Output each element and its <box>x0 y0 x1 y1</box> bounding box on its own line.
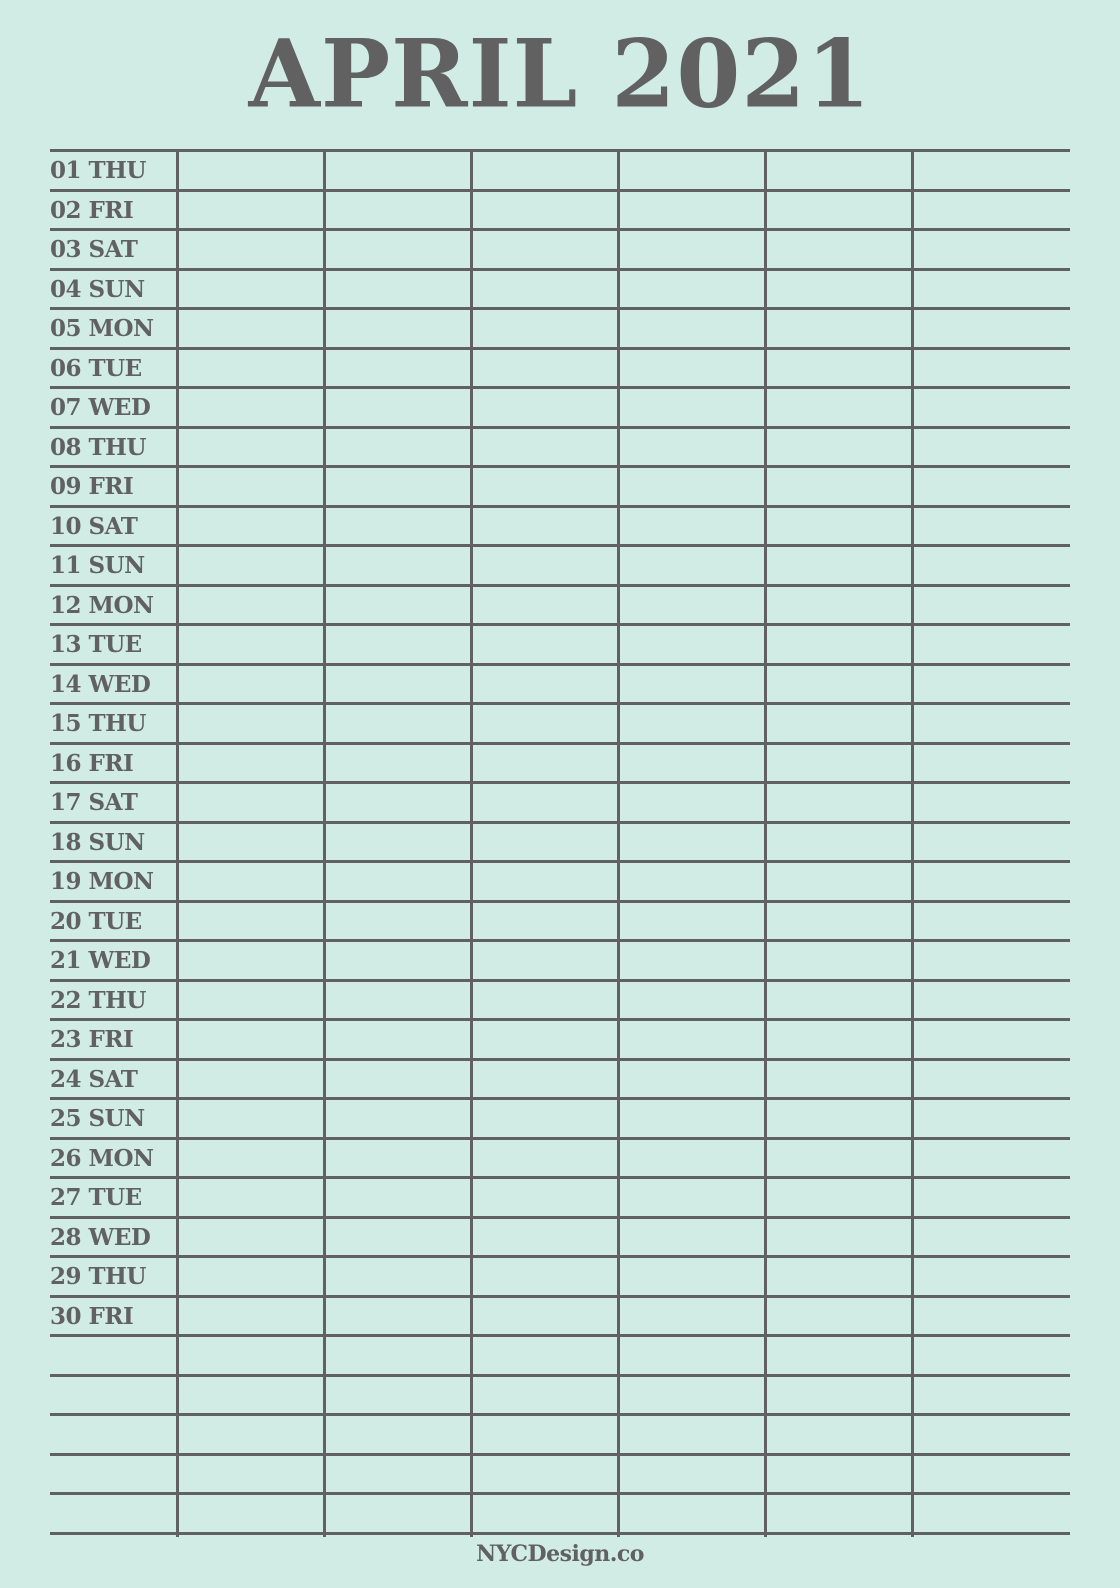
day-label: 02 FRI <box>50 197 134 224</box>
day-label: 16 FRI <box>50 750 134 777</box>
day-label: 30 FRI <box>50 1303 134 1330</box>
planner-cell[interactable] <box>620 903 764 940</box>
day-row <box>0 1058 1120 1098</box>
planner-cell[interactable] <box>179 903 323 940</box>
planner-cell[interactable] <box>179 429 323 466</box>
day-row <box>0 149 1120 189</box>
planner-cell[interactable] <box>473 1495 617 1532</box>
day-label: 25 SUN <box>50 1105 145 1132</box>
planner-cell[interactable] <box>620 271 764 308</box>
planner-cell[interactable] <box>767 942 911 979</box>
planner-cell[interactable] <box>179 982 323 1019</box>
planner-cell[interactable] <box>179 508 323 545</box>
planner-cell[interactable] <box>620 982 764 1019</box>
planner-cell[interactable] <box>620 1495 764 1532</box>
planner-cell[interactable] <box>914 271 1070 308</box>
planner-cell[interactable] <box>914 1495 1070 1532</box>
planner-cell[interactable] <box>767 745 911 782</box>
planner-cell[interactable] <box>914 666 1070 703</box>
planner-cell[interactable] <box>326 429 470 466</box>
planner-cell[interactable] <box>326 587 470 624</box>
planner-cell[interactable] <box>326 1179 470 1216</box>
day-row <box>0 1216 1120 1256</box>
day-row <box>0 1018 1120 1058</box>
day-row <box>0 1176 1120 1216</box>
planner-cell[interactable] <box>473 1021 617 1058</box>
planner-cell[interactable] <box>326 626 470 663</box>
planner-cell[interactable] <box>914 1219 1070 1256</box>
planner-cell[interactable] <box>179 1298 323 1335</box>
planner-cell[interactable] <box>767 863 911 900</box>
planner-cell[interactable] <box>179 231 323 268</box>
planner-cell[interactable] <box>767 1495 911 1532</box>
planner-cell[interactable] <box>179 1337 323 1374</box>
day-label: 04 SUN <box>50 276 145 303</box>
planner-cell[interactable] <box>179 705 323 742</box>
planner-cell[interactable] <box>473 547 617 584</box>
day-row <box>0 1413 1120 1453</box>
planner-cell[interactable] <box>767 705 911 742</box>
day-row <box>0 544 1120 584</box>
planner-cell[interactable] <box>326 350 470 387</box>
planner-cell[interactable] <box>914 745 1070 782</box>
planner-cell[interactable] <box>326 1337 470 1374</box>
planner-cell[interactable] <box>620 547 764 584</box>
planner-cell[interactable] <box>473 982 617 1019</box>
planner-cell[interactable] <box>767 824 911 861</box>
planner-cell[interactable] <box>179 271 323 308</box>
planner-cell[interactable] <box>179 310 323 347</box>
planner-cell[interactable] <box>473 1061 617 1098</box>
planner-cell[interactable] <box>914 1021 1070 1058</box>
day-row <box>0 347 1120 387</box>
planner-cell[interactable] <box>767 310 911 347</box>
planner-cell[interactable] <box>179 1495 323 1532</box>
planner-cell[interactable] <box>179 1219 323 1256</box>
planner-cell[interactable] <box>326 1416 470 1453</box>
day-row <box>0 426 1120 466</box>
planner-cell[interactable] <box>767 587 911 624</box>
planner-cell[interactable] <box>473 824 617 861</box>
planner-cell[interactable] <box>767 982 911 1019</box>
planner-cell[interactable] <box>179 152 323 189</box>
planner-cell[interactable] <box>473 429 617 466</box>
planner-cell[interactable] <box>179 389 323 426</box>
planner-cell[interactable] <box>620 626 764 663</box>
planner-cell[interactable] <box>914 1258 1070 1295</box>
planner-cell[interactable] <box>620 587 764 624</box>
planner-cell[interactable] <box>767 468 911 505</box>
day-row <box>0 1492 1120 1532</box>
planner-cell[interactable] <box>473 231 617 268</box>
day-label: 29 THU <box>50 1263 146 1290</box>
planner-cell[interactable] <box>767 429 911 466</box>
planner-cell[interactable] <box>473 745 617 782</box>
planner-cell[interactable] <box>767 1100 911 1137</box>
planner-cell[interactable] <box>473 271 617 308</box>
planner-cell[interactable] <box>179 626 323 663</box>
planner-cell[interactable] <box>473 1337 617 1374</box>
day-row <box>0 1097 1120 1137</box>
planner-cell[interactable] <box>914 1179 1070 1216</box>
planner-cell[interactable] <box>914 508 1070 545</box>
planner-cell[interactable] <box>179 192 323 229</box>
day-row <box>0 860 1120 900</box>
planner-cell[interactable] <box>914 1416 1070 1453</box>
day-label: 07 WED <box>50 394 151 421</box>
planner-cell[interactable] <box>473 310 617 347</box>
day-row <box>0 742 1120 782</box>
planner-cell[interactable] <box>326 982 470 1019</box>
planner-cell[interactable] <box>914 982 1070 1019</box>
planner-cell[interactable] <box>620 1377 764 1414</box>
planner-cell[interactable] <box>473 1456 617 1493</box>
planner-cell[interactable] <box>767 350 911 387</box>
planner-cell[interactable] <box>473 626 617 663</box>
day-label: 21 WED <box>50 947 151 974</box>
planner-cell[interactable] <box>620 468 764 505</box>
day-label: 19 MON <box>50 868 154 895</box>
planner-cell[interactable] <box>914 626 1070 663</box>
planner-cell[interactable] <box>620 1416 764 1453</box>
day-label: 05 MON <box>50 315 154 342</box>
day-row <box>0 1255 1120 1295</box>
planner-cell[interactable] <box>473 863 617 900</box>
planner-cell[interactable] <box>326 152 470 189</box>
planner-cell[interactable] <box>473 587 617 624</box>
planner-cell[interactable] <box>473 1298 617 1335</box>
planner-cell[interactable] <box>914 863 1070 900</box>
planner-cell[interactable] <box>179 745 323 782</box>
planner-cell[interactable] <box>473 705 617 742</box>
planner-cell[interactable] <box>326 942 470 979</box>
planner-cell[interactable] <box>326 1495 470 1532</box>
planner-cell[interactable] <box>767 508 911 545</box>
planner-cell[interactable] <box>473 350 617 387</box>
day-row <box>0 1453 1120 1493</box>
planner-cell[interactable] <box>179 1140 323 1177</box>
day-row <box>0 1295 1120 1335</box>
planner-cell[interactable] <box>620 192 764 229</box>
planner-cell[interactable] <box>914 1298 1070 1335</box>
planner-cell[interactable] <box>473 389 617 426</box>
planner-cell[interactable] <box>179 1456 323 1493</box>
planner-cell[interactable] <box>179 942 323 979</box>
planner-cell[interactable] <box>473 1219 617 1256</box>
day-row <box>0 663 1120 703</box>
day-row <box>0 386 1120 426</box>
footer-credit: NYCDesign.co <box>476 1541 644 1567</box>
planner-cell[interactable] <box>326 231 470 268</box>
planner-cell[interactable] <box>620 231 764 268</box>
planner-cell[interactable] <box>326 863 470 900</box>
day-row <box>0 584 1120 624</box>
planner-cell[interactable] <box>767 903 911 940</box>
day-row <box>0 228 1120 268</box>
planner-cell[interactable] <box>179 1377 323 1414</box>
day-label: 28 WED <box>50 1224 151 1251</box>
planner-cell[interactable] <box>179 350 323 387</box>
planner-cell[interactable] <box>326 1021 470 1058</box>
planner-cell[interactable] <box>767 1377 911 1414</box>
planner-cell[interactable] <box>914 547 1070 584</box>
planner-cell[interactable] <box>914 231 1070 268</box>
planner-cell[interactable] <box>620 705 764 742</box>
day-label: 20 TUE <box>50 908 142 935</box>
day-label: 11 SUN <box>50 552 145 579</box>
planner-cell[interactable] <box>473 1100 617 1137</box>
planner-cell[interactable] <box>326 1140 470 1177</box>
planner-cell[interactable] <box>767 231 911 268</box>
planner-cell[interactable] <box>914 824 1070 861</box>
page-title: APRIL 2021 <box>248 18 872 130</box>
planner-cell[interactable] <box>620 508 764 545</box>
planner-cell[interactable] <box>473 1258 617 1295</box>
planner-cell[interactable] <box>620 863 764 900</box>
planner-cell[interactable] <box>326 547 470 584</box>
day-row <box>0 465 1120 505</box>
planner-cell[interactable] <box>620 942 764 979</box>
planner-cell[interactable] <box>473 1416 617 1453</box>
planner-cell[interactable] <box>179 784 323 821</box>
planner-cell[interactable] <box>179 1258 323 1295</box>
planner-cell[interactable] <box>620 1179 764 1216</box>
planner-cell[interactable] <box>767 192 911 229</box>
planner-cell[interactable] <box>767 389 911 426</box>
day-row <box>0 1374 1120 1414</box>
planner-cell[interactable] <box>914 152 1070 189</box>
planner-cell[interactable] <box>179 547 323 584</box>
planner-cell[interactable] <box>473 784 617 821</box>
day-label: 08 THU <box>50 434 146 461</box>
planner-cell[interactable] <box>767 1416 911 1453</box>
day-row <box>0 189 1120 229</box>
planner-cell[interactable] <box>914 1140 1070 1177</box>
day-row <box>0 821 1120 861</box>
planner-cell[interactable] <box>620 1021 764 1058</box>
planner-cell[interactable] <box>914 942 1070 979</box>
planner-cell[interactable] <box>767 1258 911 1295</box>
planner-cell[interactable] <box>473 508 617 545</box>
planner-cell[interactable] <box>620 310 764 347</box>
planner-cell[interactable] <box>326 271 470 308</box>
planner-cell[interactable] <box>914 1456 1070 1493</box>
day-row <box>0 1334 1120 1374</box>
planner-cell[interactable] <box>914 1377 1070 1414</box>
planner-cell[interactable] <box>473 942 617 979</box>
planner-cell[interactable] <box>767 1140 911 1177</box>
planner-cell[interactable] <box>620 389 764 426</box>
planner-cell[interactable] <box>620 1298 764 1335</box>
day-row <box>0 781 1120 821</box>
planner-cell[interactable] <box>767 547 911 584</box>
planner-cell[interactable] <box>179 468 323 505</box>
day-row <box>0 979 1120 1019</box>
planner-cell[interactable] <box>767 1061 911 1098</box>
planner-cell[interactable] <box>767 626 911 663</box>
planner-cell[interactable] <box>914 468 1070 505</box>
day-label: 23 FRI <box>50 1026 134 1053</box>
planner-cell[interactable] <box>914 1337 1070 1374</box>
planner-cell[interactable] <box>326 1100 470 1137</box>
planner-cell[interactable] <box>914 1061 1070 1098</box>
planner-cell[interactable] <box>179 1061 323 1098</box>
planner-cell[interactable] <box>767 784 911 821</box>
planner-cell[interactable] <box>914 389 1070 426</box>
planner-cell[interactable] <box>326 784 470 821</box>
planner-cell[interactable] <box>767 666 911 703</box>
planner-cell[interactable] <box>473 468 617 505</box>
planner-cell[interactable] <box>179 666 323 703</box>
planner-cell[interactable] <box>767 1337 911 1374</box>
planner-cell[interactable] <box>179 1179 323 1216</box>
planner-cell[interactable] <box>326 389 470 426</box>
planner-cell[interactable] <box>914 192 1070 229</box>
day-row <box>0 702 1120 742</box>
planner-cell[interactable] <box>914 350 1070 387</box>
grid-row-line <box>50 1532 1070 1535</box>
planner-cell[interactable] <box>326 705 470 742</box>
planner-cell[interactable] <box>767 1021 911 1058</box>
planner-cell[interactable] <box>767 1298 911 1335</box>
planner-cell[interactable] <box>620 152 764 189</box>
planner-cell[interactable] <box>473 1377 617 1414</box>
planner-cell[interactable] <box>326 1258 470 1295</box>
planner-cell[interactable] <box>620 1061 764 1098</box>
day-label: 26 MON <box>50 1145 154 1172</box>
planner-cell[interactable] <box>767 152 911 189</box>
planner-cell[interactable] <box>767 1179 911 1216</box>
planner-cell[interactable] <box>326 1298 470 1335</box>
day-label: 12 MON <box>50 592 154 619</box>
day-label: 10 SAT <box>50 513 138 540</box>
planner-cell[interactable] <box>179 587 323 624</box>
planner-cell[interactable] <box>620 745 764 782</box>
planner-cell[interactable] <box>620 784 764 821</box>
planner-cell[interactable] <box>914 587 1070 624</box>
planner-cell[interactable] <box>620 1456 764 1493</box>
planner-cell[interactable] <box>179 1416 323 1453</box>
planner-cell[interactable] <box>767 271 911 308</box>
planner-cell[interactable] <box>326 1219 470 1256</box>
day-label: 13 TUE <box>50 631 142 658</box>
planner-cell[interactable] <box>326 745 470 782</box>
planner-cell[interactable] <box>179 863 323 900</box>
planner-cell[interactable] <box>914 903 1070 940</box>
planner-cell[interactable] <box>473 903 617 940</box>
planner-cell[interactable] <box>179 1100 323 1137</box>
day-label: 15 THU <box>50 710 146 737</box>
planner-cell[interactable] <box>620 666 764 703</box>
day-label: 17 SAT <box>50 789 138 816</box>
day-label: 22 THU <box>50 987 146 1014</box>
planner-cell[interactable] <box>914 705 1070 742</box>
planner-cell[interactable] <box>914 310 1070 347</box>
planner-cell[interactable] <box>620 350 764 387</box>
planner-cell[interactable] <box>473 1140 617 1177</box>
planner-cell[interactable] <box>914 1100 1070 1137</box>
planner-cell[interactable] <box>620 824 764 861</box>
day-row <box>0 505 1120 545</box>
day-label: 09 FRI <box>50 473 134 500</box>
planner-cell[interactable] <box>326 1456 470 1493</box>
planner-cell[interactable] <box>326 310 470 347</box>
planner-cell[interactable] <box>620 1140 764 1177</box>
day-row <box>0 900 1120 940</box>
planner-cell[interactable] <box>326 666 470 703</box>
planner-cell[interactable] <box>767 1456 911 1493</box>
planner-cell[interactable] <box>914 429 1070 466</box>
planner-cell[interactable] <box>326 508 470 545</box>
day-row <box>0 623 1120 663</box>
day-label: 27 TUE <box>50 1184 142 1211</box>
planner-cell[interactable] <box>620 1337 764 1374</box>
planner-cell[interactable] <box>326 824 470 861</box>
planner-cell[interactable] <box>326 468 470 505</box>
planner-cell[interactable] <box>620 1258 764 1295</box>
day-label: 24 SAT <box>50 1066 138 1093</box>
day-label: 01 THU <box>50 157 146 184</box>
planner-cell[interactable] <box>473 666 617 703</box>
day-label: 14 WED <box>50 671 151 698</box>
planner-cell[interactable] <box>179 1021 323 1058</box>
day-row <box>0 939 1120 979</box>
planner-cell[interactable] <box>326 903 470 940</box>
day-label: 03 SAT <box>50 236 138 263</box>
day-label: 06 TUE <box>50 355 142 382</box>
planner-cell[interactable] <box>620 1219 764 1256</box>
planner-cell[interactable] <box>326 192 470 229</box>
planner-cell[interactable] <box>767 1219 911 1256</box>
day-row <box>0 1137 1120 1177</box>
planner-cell[interactable] <box>620 1100 764 1137</box>
planner-cell[interactable] <box>473 152 617 189</box>
planner-cell[interactable] <box>914 784 1070 821</box>
planner-cell[interactable] <box>179 824 323 861</box>
day-row <box>0 307 1120 347</box>
planner-cell[interactable] <box>620 429 764 466</box>
planner-cell[interactable] <box>326 1377 470 1414</box>
planner-cell[interactable] <box>326 1061 470 1098</box>
day-label: 18 SUN <box>50 829 145 856</box>
planner-cell[interactable] <box>473 1179 617 1216</box>
day-row <box>0 268 1120 308</box>
planner-cell[interactable] <box>473 192 617 229</box>
